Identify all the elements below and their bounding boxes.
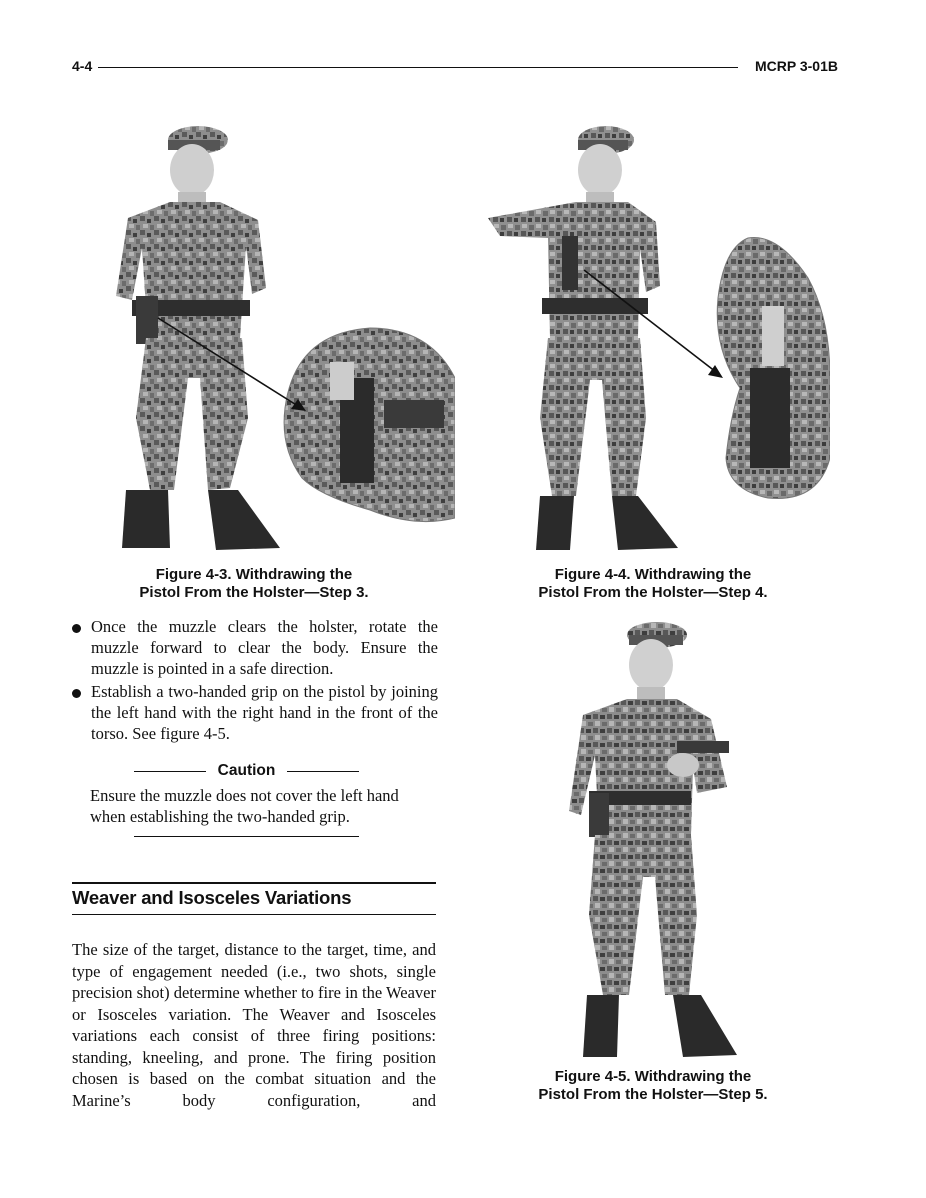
section-top-rule (72, 882, 436, 884)
bullet-icon (72, 624, 81, 633)
caution-heading: Caution (134, 760, 359, 782)
document-id: MCRP 3-01B (755, 58, 838, 74)
step-bullet-list (72, 616, 438, 746)
caution-bottom-rule (134, 836, 359, 837)
list-item: Once the muzzle clears the holster, rotate the muzzle forward to clear the body. Ensure the muzzle is pointed in a safe direction. (72, 616, 438, 679)
holster-closeup-inset (717, 238, 830, 499)
figure-4-3-caption: Figure 4-3. Withdrawing the Pistol From the Holster—Step 3. (139, 566, 369, 601)
list-item: Establish a two-handed grip on the pistol by joining the left hand with the right hand in the front of the torso. See figure 4-5. (72, 681, 438, 744)
section-title: Weaver and Isosceles Variations (72, 887, 352, 908)
section-paragraph: The size of the target, distance to the target, time, and type of engagement needed (i.e., two shots, single precision shot) determine whether to fire in the Weaver or Isosceles variation. The Weaver and Isosceles variations each consist of three firing positions: standing, kneeling, and prone. The firing position chosen is based on the combat situation and the Marine’s body configuration, and (72, 940, 436, 1110)
figure-4-5-caption: Figure 4-5. Withdrawing the Pistol From the Holster—Step 5. (538, 1068, 768, 1103)
soldier-figure (116, 126, 280, 550)
running-header (72, 58, 838, 80)
page-number: 4-4 (72, 58, 93, 74)
bullet-icon (72, 689, 81, 698)
figure-4-3-photo (70, 118, 455, 563)
soldier-figure (569, 622, 737, 1057)
holster-closeup-inset (284, 328, 455, 522)
figure-4-5-photo (565, 615, 745, 1065)
caution-text: Ensure the muzzle does not cover the left hand when establishing the two-handed grip. (90, 786, 399, 826)
soldier-figure (488, 126, 678, 550)
section-bottom-rule (72, 914, 436, 915)
caution-rule-right (287, 771, 359, 772)
header-rule (98, 67, 738, 68)
figure-4-4-caption: Figure 4-4. Withdrawing the Pistol From the Holster—Step 4. (538, 566, 768, 601)
figure-4-4-photo (478, 118, 830, 563)
